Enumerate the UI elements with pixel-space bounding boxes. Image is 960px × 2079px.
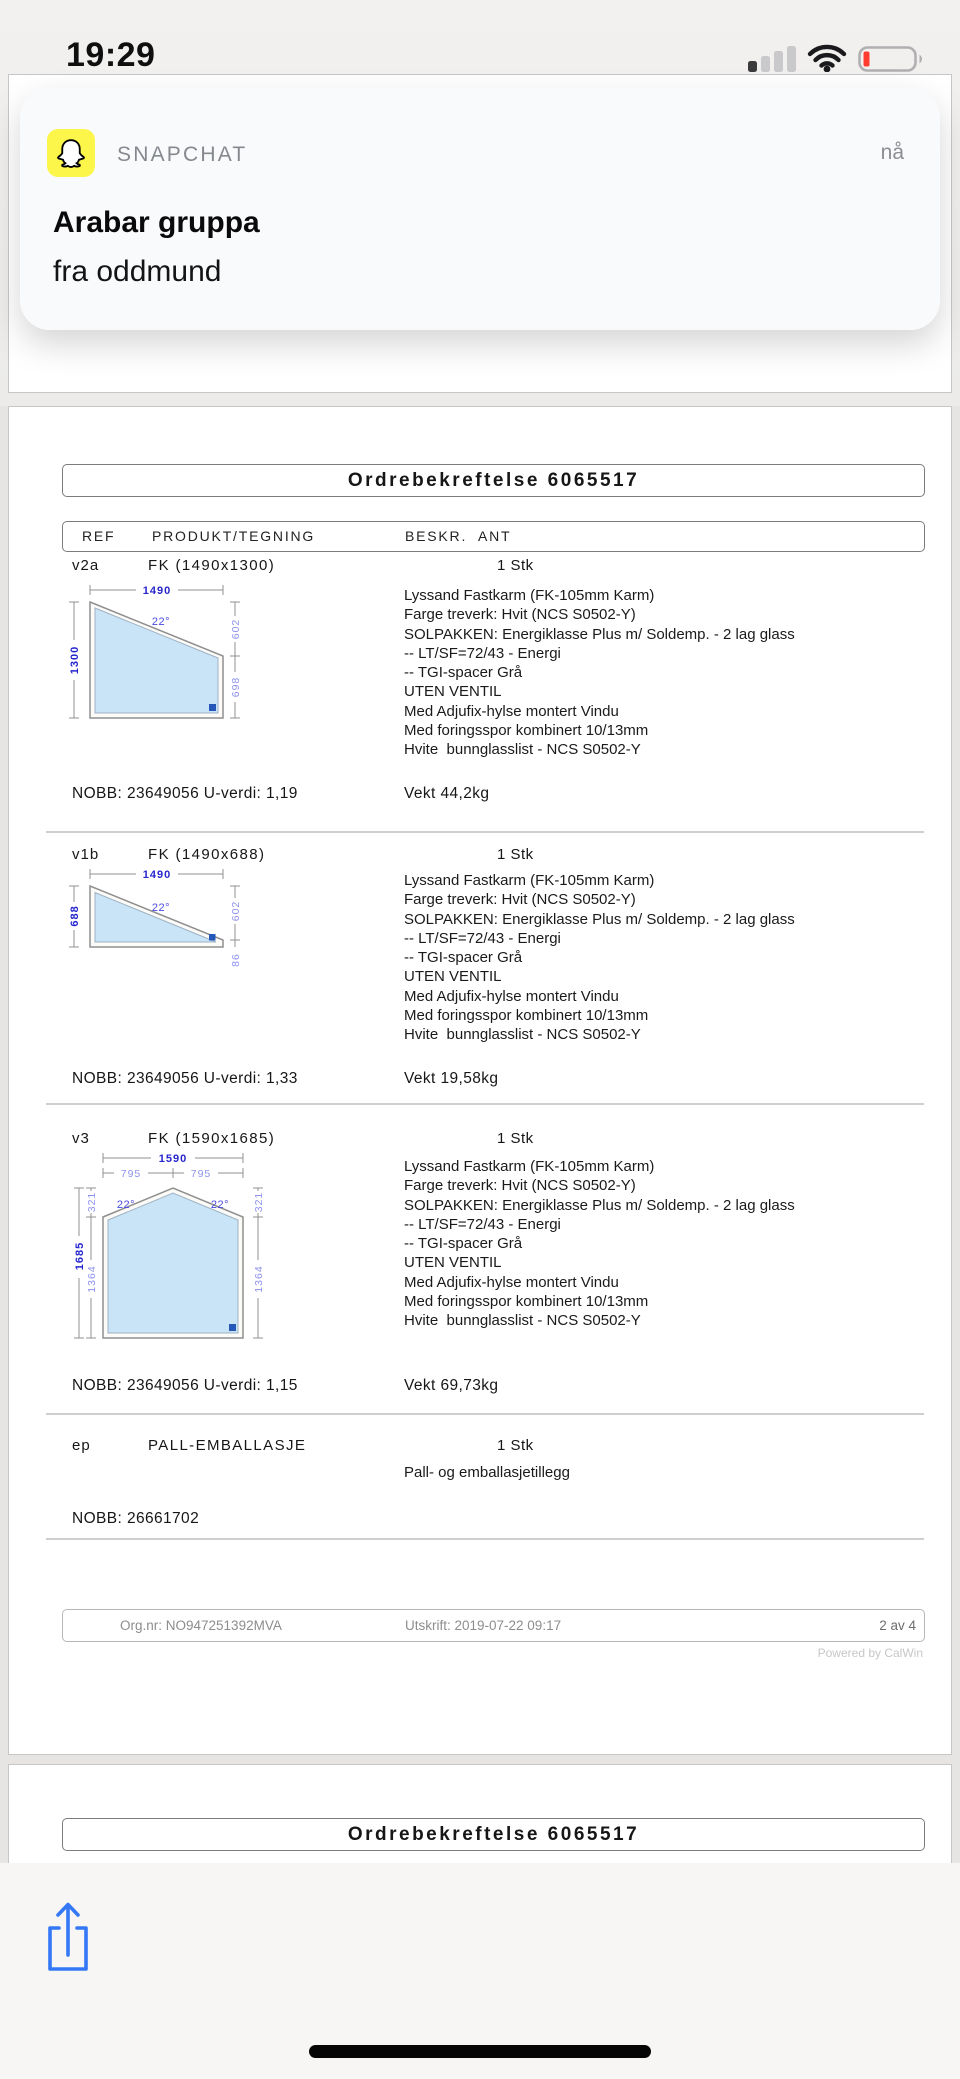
description-line: Med foringsspor kombinert 10/13mm [404, 722, 649, 740]
description-line: Lyssand Fastkarm (FK-105mm Karm) [404, 587, 655, 604]
description-line: Hvite bunnglasslist - NCS S0502-Y [404, 1026, 641, 1044]
footer-page-number: 2 av 4 [879, 1618, 916, 1633]
svg-text:1364: 1364 [86, 1265, 98, 1293]
description-line: Hvite bunnglasslist - NCS S0502-Y [404, 741, 641, 759]
item-weight: Vekt 44,2kg [404, 785, 490, 802]
description-line: -- TGI-spacer Grå [404, 1235, 523, 1253]
description-line: -- LT/SF=72/43 - Energi [404, 929, 561, 947]
window-drawing-v1b [66, 862, 276, 984]
description-line: Med foringsspor kombinert 10/13mm [404, 1007, 649, 1025]
item-description [404, 1463, 570, 1482]
svg-text:22°: 22° [116, 1199, 136, 1211]
description-line: Med Adjufix-hylse montert Vindu [404, 702, 619, 720]
description-line: UTEN VENTIL [404, 968, 502, 986]
svg-text:688: 688 [69, 905, 81, 927]
description-line: Farge treverk: Hvit (NCS S0502-Y) [404, 891, 636, 909]
description-line: -- LT/SF=72/43 - Energi [404, 644, 561, 662]
svg-text:321: 321 [253, 1191, 265, 1213]
item-ref: v3 [72, 1130, 90, 1147]
svg-text:1364: 1364 [253, 1265, 265, 1293]
item-qty: 1 Stk [497, 846, 534, 863]
item-weight: Vekt 69,73kg [404, 1377, 499, 1394]
description-line: Pall- og emballasjetillegg [404, 1464, 570, 1481]
battery-level-low [864, 52, 870, 67]
document-footer [62, 1609, 925, 1642]
item-separator [46, 1538, 924, 1540]
notification-app-name: SNAPCHAT [117, 143, 248, 166]
item-separator [46, 831, 924, 833]
item-qty: 1 Stk [497, 1130, 534, 1147]
svg-text:602: 602 [230, 618, 242, 640]
item-ref: v2a [72, 557, 100, 574]
description-line: Lyssand Fastkarm (FK-105mm Karm) [404, 1158, 655, 1175]
battery-icon [858, 46, 926, 72]
col-product: PRODUKT/TEGNING [152, 528, 316, 544]
notification-timestamp: nå [880, 141, 904, 164]
item-nobb: NOBB: 23649056 U-verdi: 1,15 [72, 1377, 298, 1394]
item-product: FK (1490x1300) [148, 557, 276, 574]
description-line: Med Adjufix-hylse montert Vindu [404, 987, 619, 1005]
svg-text:22°: 22° [210, 1199, 230, 1211]
description-line: Lyssand Fastkarm (FK-105mm Karm) [404, 872, 655, 889]
svg-text:698: 698 [230, 676, 242, 698]
description-line: Farge treverk: Hvit (NCS S0502-Y) [404, 606, 636, 624]
col-beskr: BESKR. [405, 528, 468, 544]
description-line: Farge treverk: Hvit (NCS S0502-Y) [404, 1177, 636, 1195]
item-qty: 1 Stk [497, 1437, 534, 1454]
item-ref: ep [72, 1437, 91, 1454]
col-ref: REF [82, 528, 116, 544]
description-line: SOLPAKKEN: Energiklasse Plus m/ Soldemp. - 2 lag glass [404, 1196, 795, 1214]
notification-title: Arabar gruppa [53, 206, 260, 239]
item-description [404, 1157, 795, 1331]
footer-print-date: Utskrift: 2019-07-22 09:17 [405, 1618, 562, 1633]
svg-text:1490: 1490 [142, 869, 172, 881]
item-product: PALL-EMBALLASJE [148, 1437, 307, 1454]
notification-banner-snapchat[interactable] [20, 88, 940, 330]
item-product: FK (1490x688) [148, 846, 266, 863]
wifi-icon [806, 42, 848, 72]
order-confirmation-title: Ordrebekreftelse 6065517 [62, 464, 925, 497]
description-line: -- LT/SF=72/43 - Energi [404, 1215, 561, 1233]
svg-text:602: 602 [230, 900, 242, 922]
home-indicator[interactable] [309, 2045, 651, 2058]
description-line: -- TGI-spacer Grå [404, 949, 523, 967]
powered-by-label: Powered by CalWin [817, 1646, 923, 1660]
notification-body: fra oddmund [53, 255, 222, 288]
svg-text:22°: 22° [151, 616, 171, 628]
description-line: -- TGI-spacer Grå [404, 664, 523, 682]
description-line: Med foringsspor kombinert 10/13mm [404, 1293, 649, 1311]
svg-text:86: 86 [230, 953, 242, 967]
item-nobb: NOBB: 26661702 [72, 1510, 200, 1527]
window-drawing-v2a [66, 578, 276, 746]
svg-text:1300: 1300 [69, 645, 81, 675]
description-line: SOLPAKKEN: Energiklasse Plus m/ Soldemp. - 2 lag glass [404, 625, 795, 643]
share-button[interactable] [42, 1898, 94, 1974]
snapchat-ghost-icon [55, 137, 87, 169]
battery-nub [920, 55, 923, 64]
svg-text:22°: 22° [151, 902, 171, 914]
item-product: FK (1590x1685) [148, 1130, 276, 1147]
description-line: Med Adjufix-hylse montert Vindu [404, 1273, 619, 1291]
svg-text:1590: 1590 [158, 1153, 188, 1165]
description-line: UTEN VENTIL [404, 1254, 502, 1272]
description-line: SOLPAKKEN: Energiklasse Plus m/ Soldemp. - 2 lag glass [404, 910, 795, 928]
col-ant: ANT [478, 528, 512, 544]
item-description [404, 586, 795, 760]
item-nobb: NOBB: 23649056 U-verdi: 1,19 [72, 785, 298, 802]
svg-text:1490: 1490 [142, 585, 172, 597]
snapchat-app-icon [47, 129, 95, 177]
item-separator [46, 1413, 924, 1415]
item-weight: Vekt 19,58kg [404, 1070, 499, 1087]
footer-org-number: Org.nr: NO947251392MVA [120, 1618, 282, 1633]
window-drawing-v3 [66, 1146, 296, 1364]
status-time: 19:29 [66, 36, 156, 74]
table-header [62, 521, 925, 552]
order-confirmation-title-page3: Ordrebekreftelse 6065517 [62, 1818, 925, 1851]
svg-text:1685: 1685 [74, 1241, 86, 1271]
svg-text:795: 795 [190, 1168, 212, 1180]
svg-text:321: 321 [86, 1191, 98, 1213]
svg-text:795: 795 [120, 1168, 142, 1180]
item-separator [46, 1103, 924, 1105]
description-line: Hvite bunnglasslist - NCS S0502-Y [404, 1312, 641, 1330]
description-line: UTEN VENTIL [404, 683, 502, 701]
item-ref: v1b [72, 846, 100, 863]
item-qty: 1 Stk [497, 557, 534, 574]
cellular-signal-icon [748, 45, 804, 73]
item-nobb: NOBB: 23649056 U-verdi: 1,33 [72, 1070, 298, 1087]
item-description [404, 871, 795, 1045]
